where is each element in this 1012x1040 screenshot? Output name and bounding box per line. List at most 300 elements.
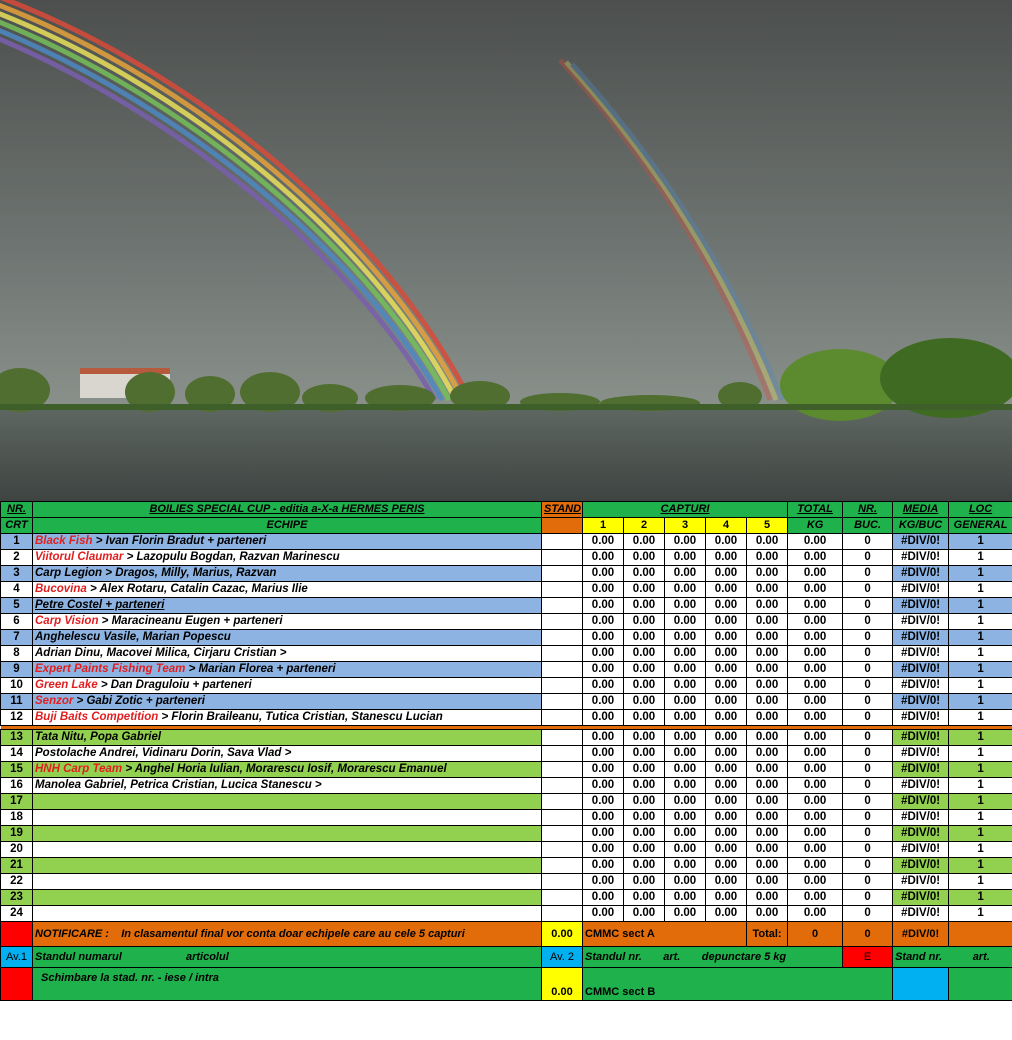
capture-4-value: 0.00 bbox=[706, 842, 747, 858]
capture-5-value: 0.00 bbox=[747, 730, 788, 746]
capture-1-value: 0.00 bbox=[583, 566, 624, 582]
loc-header: LOC bbox=[949, 502, 1012, 518]
total-kg-value: 0.00 bbox=[788, 598, 843, 614]
table-row bbox=[1, 826, 1012, 842]
team-cell bbox=[33, 906, 542, 922]
capture-4-value: 0.00 bbox=[706, 762, 747, 778]
loc-value: 1 bbox=[949, 730, 1012, 746]
total-kg-value: 0.00 bbox=[788, 566, 843, 582]
media-value: #DIV/0! bbox=[893, 662, 949, 678]
table-title: BOILIES SPECIAL CUP - editia a-X-a HERMES PERIS bbox=[33, 502, 542, 518]
capture-3-value: 0.00 bbox=[665, 874, 706, 890]
capture-5-value: 0.00 bbox=[747, 598, 788, 614]
capture-5-value: 0.00 bbox=[747, 842, 788, 858]
team-members: Tata Nitu, Popa Gabriel bbox=[35, 731, 162, 743]
team-cell bbox=[33, 858, 542, 874]
media-value: #DIV/0! bbox=[893, 582, 949, 598]
capture-4-value: 0.00 bbox=[706, 550, 747, 566]
team-cell bbox=[33, 694, 542, 710]
capture-2-value: 0.00 bbox=[624, 630, 665, 646]
table-row bbox=[1, 614, 1012, 630]
change-marker bbox=[1, 968, 33, 1001]
art-label: art. bbox=[663, 951, 681, 963]
capture-1-value: 0.00 bbox=[583, 842, 624, 858]
total-kg-value: 0.00 bbox=[788, 662, 843, 678]
capture-5-value: 0.00 bbox=[747, 550, 788, 566]
stand-cell bbox=[542, 730, 583, 746]
media-value: #DIV/0! bbox=[893, 534, 949, 550]
capture-5-value: 0.00 bbox=[747, 694, 788, 710]
e-detail-cell bbox=[893, 947, 1012, 968]
media-value: #DIV/0! bbox=[893, 906, 949, 922]
media-value: #DIV/0! bbox=[893, 630, 949, 646]
total-kg-value: 0.00 bbox=[788, 730, 843, 746]
capture-3-value: 0.00 bbox=[665, 550, 706, 566]
buc-header: BUC. bbox=[843, 518, 893, 534]
media-header: MEDIA bbox=[893, 502, 949, 518]
capture-4-value: 0.00 bbox=[706, 890, 747, 906]
capture-3-value: 0.00 bbox=[665, 646, 706, 662]
capture-3-value: 0.00 bbox=[665, 678, 706, 694]
stand-cell bbox=[542, 842, 583, 858]
capture-2-value: 0.00 bbox=[624, 906, 665, 922]
capture-3-value: 0.00 bbox=[665, 662, 706, 678]
capture-1-value: 0.00 bbox=[583, 550, 624, 566]
capture-2-value: 0.00 bbox=[624, 550, 665, 566]
table-row bbox=[1, 890, 1012, 906]
capture-4-value: 0.00 bbox=[706, 710, 747, 726]
capture-3-value: 0.00 bbox=[665, 890, 706, 906]
capture-1-value: 0.00 bbox=[583, 890, 624, 906]
total-kg-value: 0.00 bbox=[788, 810, 843, 826]
capture-1-value: 0.00 bbox=[583, 534, 624, 550]
crt-header: CRT bbox=[1, 518, 33, 534]
capture-3-value: 0.00 bbox=[665, 746, 706, 762]
capture-1-value: 0.00 bbox=[583, 730, 624, 746]
row-number: 3 bbox=[1, 566, 33, 582]
capture-2-value: 0.00 bbox=[624, 678, 665, 694]
stand-header: STAND bbox=[542, 502, 583, 518]
stand-cell bbox=[542, 874, 583, 890]
loc-value: 1 bbox=[949, 874, 1012, 890]
nr-buc-value: 0 bbox=[843, 890, 893, 906]
row-number: 8 bbox=[1, 646, 33, 662]
blue-marker bbox=[893, 968, 949, 1001]
team-members: Anghelescu Vasile, Marian Popescu bbox=[35, 631, 231, 643]
capture-4-value: 0.00 bbox=[706, 678, 747, 694]
loc-value: 1 bbox=[949, 858, 1012, 874]
media-value: #DIV/0! bbox=[893, 550, 949, 566]
nr-header: NR. bbox=[1, 502, 33, 518]
table-row bbox=[1, 810, 1012, 826]
team-cell bbox=[33, 566, 542, 582]
row-number: 18 bbox=[1, 810, 33, 826]
team-members: Petre Costel + parteneri bbox=[35, 599, 165, 611]
media-value: #DIV/0! bbox=[893, 874, 949, 890]
table-row bbox=[1, 582, 1012, 598]
media-value: #DIV/0! bbox=[893, 778, 949, 794]
capture-5-value: 0.00 bbox=[747, 646, 788, 662]
team-cell bbox=[33, 582, 542, 598]
total-kg-value: 0.00 bbox=[788, 678, 843, 694]
capture-3-value: 0.00 bbox=[665, 842, 706, 858]
capture-3-value: 0.00 bbox=[665, 694, 706, 710]
capture-2-value: 0.00 bbox=[624, 662, 665, 678]
capture-3-value: 0.00 bbox=[665, 778, 706, 794]
total-kg-value: 0.00 bbox=[788, 890, 843, 906]
table-row bbox=[1, 730, 1012, 746]
nr-buc-value: 0 bbox=[843, 662, 893, 678]
capture-2-value: 0.00 bbox=[624, 598, 665, 614]
total-kg: 0 bbox=[788, 922, 843, 947]
team-cell bbox=[33, 778, 542, 794]
media-value: #DIV/0! bbox=[893, 842, 949, 858]
table-row bbox=[1, 534, 1012, 550]
capture-3-value: 0.00 bbox=[665, 566, 706, 582]
header-row-1 bbox=[1, 502, 1012, 518]
capture-2-value: 0.00 bbox=[624, 778, 665, 794]
capture-1-value: 0.00 bbox=[583, 858, 624, 874]
media-value: #DIV/0! bbox=[893, 794, 949, 810]
stand-header-fill bbox=[542, 518, 583, 534]
capture-5-value: 0.00 bbox=[747, 630, 788, 646]
team-members: Carp Legion > Dragos, Milly, Marius, Razvan bbox=[35, 567, 277, 579]
team-name: Viitorul Claumar bbox=[35, 551, 124, 563]
capture-4-value: 0.00 bbox=[706, 646, 747, 662]
media-value: #DIV/0! bbox=[893, 678, 949, 694]
total-kg-value: 0.00 bbox=[788, 778, 843, 794]
nr-buc-value: 0 bbox=[843, 746, 893, 762]
team-members: Manolea Gabriel, Petrica Cristian, Lucica Stanescu > bbox=[35, 779, 322, 791]
stand-cell bbox=[542, 858, 583, 874]
total-kg-value: 0.00 bbox=[788, 710, 843, 726]
notification-marker bbox=[1, 922, 33, 947]
loc-value: 1 bbox=[949, 630, 1012, 646]
capture-1-value: 0.00 bbox=[583, 678, 624, 694]
changes-row bbox=[1, 968, 1012, 1001]
team-cell bbox=[33, 598, 542, 614]
articolul-label: articolul bbox=[185, 951, 229, 963]
results-spreadsheet bbox=[0, 501, 1012, 1001]
standul-numarul-label: Standul numarul bbox=[35, 951, 122, 963]
row-number: 19 bbox=[1, 826, 33, 842]
row-number: 2 bbox=[1, 550, 33, 566]
table-row bbox=[1, 746, 1012, 762]
nr-buc-value: 0 bbox=[843, 778, 893, 794]
stand-cell bbox=[542, 550, 583, 566]
nr-buc-value: 0 bbox=[843, 550, 893, 566]
capture-3-value: 0.00 bbox=[665, 614, 706, 630]
capture-2-value: 0.00 bbox=[624, 614, 665, 630]
capture-4-value: 0.00 bbox=[706, 582, 747, 598]
nr-buc-value: 0 bbox=[843, 762, 893, 778]
capture-2-value: 0.00 bbox=[624, 794, 665, 810]
team-members: > Florin Braileanu, Tutica Cristian, Stanescu Lucian bbox=[158, 711, 443, 723]
results-table bbox=[0, 501, 1012, 1001]
team-cell bbox=[33, 550, 542, 566]
capture-4-value: 0.00 bbox=[706, 694, 747, 710]
table-row bbox=[1, 662, 1012, 678]
stand-cell bbox=[542, 810, 583, 826]
capture-4-value: 0.00 bbox=[706, 598, 747, 614]
capture-1-value: 0.00 bbox=[583, 614, 624, 630]
capture-5-value: 0.00 bbox=[747, 794, 788, 810]
stand-cell bbox=[542, 746, 583, 762]
capture-4-value: 0.00 bbox=[706, 662, 747, 678]
media-value: #DIV/0! bbox=[893, 762, 949, 778]
stand-cell bbox=[542, 646, 583, 662]
team-members: > Ivan Florin Bradut + parteneri bbox=[92, 535, 267, 547]
table-row bbox=[1, 694, 1012, 710]
team-members: > Marian Florea + parteneri bbox=[185, 663, 336, 675]
capture-1-value: 0.00 bbox=[583, 826, 624, 842]
team-members: > Alex Rotaru, Catalin Cazac, Marius Ilie bbox=[86, 583, 308, 595]
nr-buc-value: 0 bbox=[843, 794, 893, 810]
stand-cell bbox=[542, 778, 583, 794]
nr-buc-value: 0 bbox=[843, 858, 893, 874]
stand-total-a: 0.00 bbox=[542, 922, 583, 947]
art2-label: art. bbox=[972, 951, 990, 963]
team-cell bbox=[33, 678, 542, 694]
total-loc-empty bbox=[949, 922, 1012, 947]
capture-1-value: 0.00 bbox=[583, 810, 624, 826]
total-kg-value: 0.00 bbox=[788, 614, 843, 630]
total-label: Total: bbox=[747, 922, 788, 947]
loc-value: 1 bbox=[949, 582, 1012, 598]
capture-5-value: 0.00 bbox=[747, 678, 788, 694]
row-number: 4 bbox=[1, 582, 33, 598]
nr-buc-value: 0 bbox=[843, 710, 893, 726]
capture-4-value: 0.00 bbox=[706, 630, 747, 646]
kgbuc-header: KG/BUC bbox=[893, 518, 949, 534]
media-value: #DIV/0! bbox=[893, 614, 949, 630]
capture-1-value: 0.00 bbox=[583, 746, 624, 762]
row-number: 12 bbox=[1, 710, 33, 726]
media-value: #DIV/0! bbox=[893, 826, 949, 842]
stand-cell bbox=[542, 694, 583, 710]
media-value: #DIV/0! bbox=[893, 598, 949, 614]
table-row bbox=[1, 842, 1012, 858]
total-kg-value: 0.00 bbox=[788, 826, 843, 842]
team-cell bbox=[33, 630, 542, 646]
nr-buc-value: 0 bbox=[843, 678, 893, 694]
capture-3-value: 0.00 bbox=[665, 598, 706, 614]
capture-5-value: 0.00 bbox=[747, 662, 788, 678]
total-kg-value: 0.00 bbox=[788, 762, 843, 778]
capture-4-value: 0.00 bbox=[706, 778, 747, 794]
row-number: 10 bbox=[1, 678, 33, 694]
capture-3-value: 0.00 bbox=[665, 630, 706, 646]
capture-4-value: 0.00 bbox=[706, 614, 747, 630]
stand-cell bbox=[542, 598, 583, 614]
stand-cell bbox=[542, 794, 583, 810]
nr-buc-value: 0 bbox=[843, 598, 893, 614]
section-a-rows bbox=[1, 534, 1012, 726]
team-cell bbox=[33, 890, 542, 906]
team-name: Carp Vision bbox=[35, 615, 99, 627]
row-number: 13 bbox=[1, 730, 33, 746]
team-cell bbox=[33, 614, 542, 630]
nr-buc-value: 0 bbox=[843, 842, 893, 858]
team-name: Expert Paints Fishing Team bbox=[35, 663, 186, 675]
capture-1-value: 0.00 bbox=[583, 710, 624, 726]
team-members: > Lazopulu Bogdan, Razvan Marinescu bbox=[123, 551, 340, 563]
loc-value: 1 bbox=[949, 678, 1012, 694]
table-row bbox=[1, 710, 1012, 726]
capture-5-value: 0.00 bbox=[747, 566, 788, 582]
e-marker: E bbox=[843, 947, 893, 968]
general-header: GENERAL bbox=[949, 518, 1012, 534]
capture-3-value: 0.00 bbox=[665, 810, 706, 826]
team-cell bbox=[33, 662, 542, 678]
cmmc-sect-a: CMMC sect A bbox=[583, 922, 747, 947]
row-number: 15 bbox=[1, 762, 33, 778]
capture-4-value: 0.00 bbox=[706, 874, 747, 890]
warnings-row bbox=[1, 947, 1012, 968]
stand-cell bbox=[542, 630, 583, 646]
stand-cell bbox=[542, 710, 583, 726]
capture-1-value: 0.00 bbox=[583, 794, 624, 810]
av1-marker: Av.1 bbox=[1, 947, 33, 968]
nr-buc-value: 0 bbox=[843, 826, 893, 842]
nr-buc-value: 0 bbox=[843, 906, 893, 922]
table-row bbox=[1, 646, 1012, 662]
capture-3-value: 0.00 bbox=[665, 534, 706, 550]
row-number: 11 bbox=[1, 694, 33, 710]
total-kg-value: 0.00 bbox=[788, 746, 843, 762]
capture-5-value: 0.00 bbox=[747, 874, 788, 890]
row-number: 5 bbox=[1, 598, 33, 614]
kg-header: KG bbox=[788, 518, 843, 534]
row-number: 24 bbox=[1, 906, 33, 922]
loc-value: 1 bbox=[949, 534, 1012, 550]
notification-row bbox=[1, 922, 1012, 947]
capture-4-value: 0.00 bbox=[706, 810, 747, 826]
changes-empty bbox=[949, 968, 1012, 1001]
notification-text: In clasamentul final vor conta doar echipele care au cele 5 capturi bbox=[121, 928, 465, 940]
nr-buc-value: 0 bbox=[843, 694, 893, 710]
capture-5-value: 0.00 bbox=[747, 890, 788, 906]
capture-2-value: 0.00 bbox=[624, 694, 665, 710]
loc-value: 1 bbox=[949, 746, 1012, 762]
capture-2-value: 0.00 bbox=[624, 858, 665, 874]
capture-4-value: 0.00 bbox=[706, 794, 747, 810]
capturi-header: CAPTURI bbox=[583, 502, 788, 518]
capture-5-value: 0.00 bbox=[747, 906, 788, 922]
loc-value: 1 bbox=[949, 842, 1012, 858]
capture-2-value: 0.00 bbox=[624, 874, 665, 890]
total-kg-value: 0.00 bbox=[788, 874, 843, 890]
av2-marker: Av. 2 bbox=[542, 947, 583, 968]
team-cell bbox=[33, 710, 542, 726]
table-row bbox=[1, 762, 1012, 778]
media-value: #DIV/0! bbox=[893, 810, 949, 826]
total-header: TOTAL bbox=[788, 502, 843, 518]
loc-value: 1 bbox=[949, 646, 1012, 662]
team-cell bbox=[33, 874, 542, 890]
capture-1-value: 0.00 bbox=[583, 778, 624, 794]
team-name: Bucovina bbox=[35, 583, 87, 595]
media-value: #DIV/0! bbox=[893, 566, 949, 582]
media-value: #DIV/0! bbox=[893, 646, 949, 662]
team-members: Adrian Dinu, Macovei Milica, Cirjaru Cristian > bbox=[35, 647, 287, 659]
capture-3-value: 0.00 bbox=[665, 582, 706, 598]
team-cell bbox=[33, 534, 542, 550]
capture-1-value: 0.00 bbox=[583, 762, 624, 778]
table-row bbox=[1, 874, 1012, 890]
media-value: #DIV/0! bbox=[893, 858, 949, 874]
total-kg-value: 0.00 bbox=[788, 630, 843, 646]
loc-value: 1 bbox=[949, 826, 1012, 842]
team-cell bbox=[33, 842, 542, 858]
team-cell bbox=[33, 762, 542, 778]
stand-cell bbox=[542, 906, 583, 922]
capture-1-value: 0.00 bbox=[583, 646, 624, 662]
row-number: 1 bbox=[1, 534, 33, 550]
media-value: #DIV/0! bbox=[893, 694, 949, 710]
media-value: #DIV/0! bbox=[893, 730, 949, 746]
capture-col-5-header: 5 bbox=[747, 518, 788, 534]
total-kg-value: 0.00 bbox=[788, 906, 843, 922]
stand-cell bbox=[542, 534, 583, 550]
capture-col-3-header: 3 bbox=[665, 518, 706, 534]
total-kg-value: 0.00 bbox=[788, 646, 843, 662]
capture-4-value: 0.00 bbox=[706, 566, 747, 582]
table-row bbox=[1, 906, 1012, 922]
capture-2-value: 0.00 bbox=[624, 762, 665, 778]
capture-2-value: 0.00 bbox=[624, 842, 665, 858]
loc-value: 1 bbox=[949, 890, 1012, 906]
stand-cell bbox=[542, 762, 583, 778]
nr-buc-value: 0 bbox=[843, 614, 893, 630]
capture-4-value: 0.00 bbox=[706, 858, 747, 874]
stand-cell bbox=[542, 662, 583, 678]
nr-buc-header: NR. bbox=[843, 502, 893, 518]
team-members: > Dan Draguloiu + parteneri bbox=[97, 679, 252, 691]
team-name: Black Fish bbox=[35, 535, 93, 547]
header-row-2 bbox=[1, 518, 1012, 534]
loc-value: 1 bbox=[949, 694, 1012, 710]
team-cell bbox=[33, 646, 542, 662]
loc-value: 1 bbox=[949, 906, 1012, 922]
loc-value: 1 bbox=[949, 598, 1012, 614]
nr-buc-value: 0 bbox=[843, 582, 893, 598]
team-members: > Maracineanu Eugen + parteneri bbox=[98, 615, 283, 627]
loc-value: 1 bbox=[949, 762, 1012, 778]
stand-cell bbox=[542, 582, 583, 598]
team-members: > Gabi Zotic + parteneri bbox=[73, 695, 205, 707]
capture-1-value: 0.00 bbox=[583, 874, 624, 890]
capture-5-value: 0.00 bbox=[747, 746, 788, 762]
nr-buc-value: 0 bbox=[843, 646, 893, 662]
nr-buc-value: 0 bbox=[843, 566, 893, 582]
table-row bbox=[1, 630, 1012, 646]
capture-4-value: 0.00 bbox=[706, 534, 747, 550]
table-row bbox=[1, 678, 1012, 694]
total-kg-value: 0.00 bbox=[788, 794, 843, 810]
loc-value: 1 bbox=[949, 550, 1012, 566]
stand-nr-label: Stand nr. bbox=[895, 951, 943, 963]
total-media: #DIV/0! bbox=[893, 922, 949, 947]
standul-nr-label: Standul nr. bbox=[585, 951, 642, 963]
nr-buc-value: 0 bbox=[843, 730, 893, 746]
team-members: Postolache Andrei, Vidinaru Dorin, Sava Vlad > bbox=[35, 747, 292, 759]
capture-2-value: 0.00 bbox=[624, 890, 665, 906]
capture-4-value: 0.00 bbox=[706, 826, 747, 842]
loc-value: 1 bbox=[949, 614, 1012, 630]
cmmc-sect-b: CMMC sect B bbox=[583, 968, 893, 1001]
team-members: > Anghel Horia Iulian, Morarescu Iosif, Morarescu Emanuel bbox=[122, 763, 447, 775]
